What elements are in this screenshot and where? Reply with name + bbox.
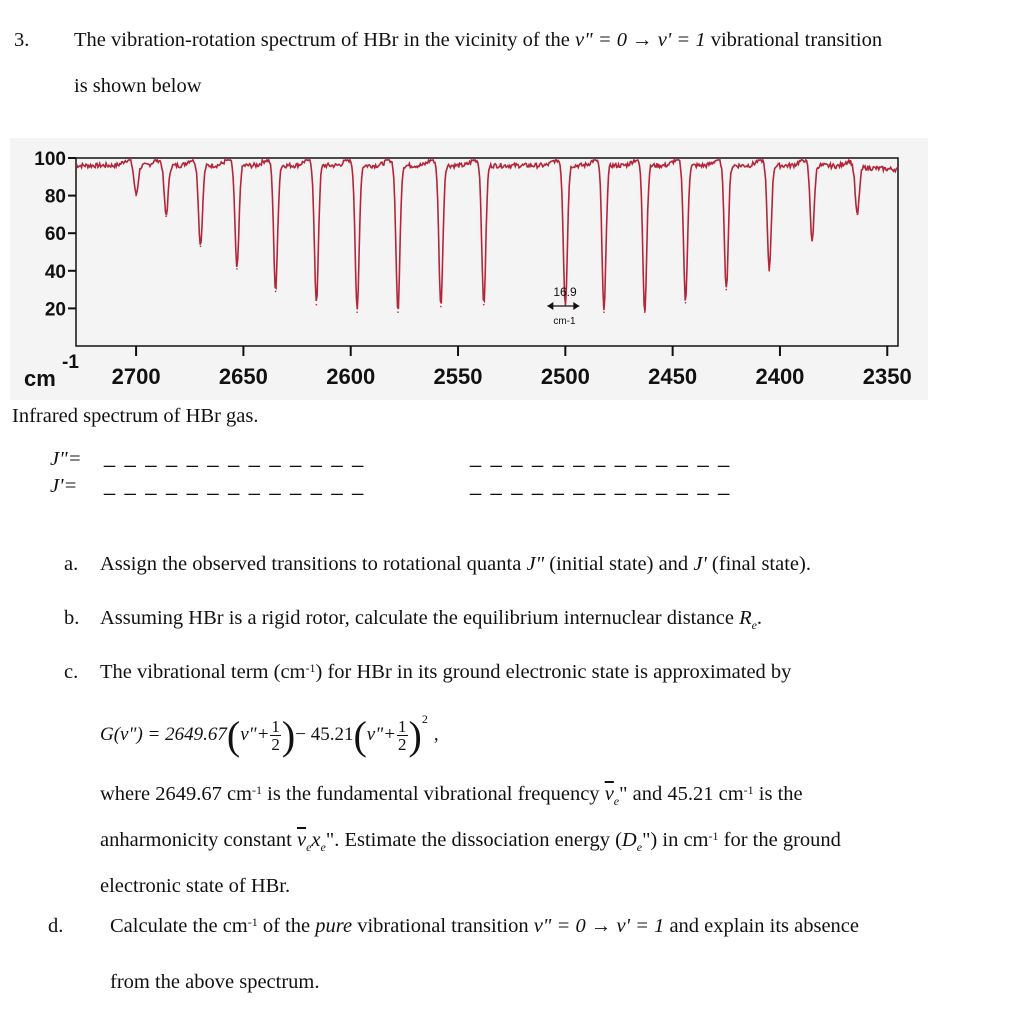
j-final-blanks-right: _ _ _ _ _ _ _ _ _ _ _ _ _	[470, 474, 732, 496]
peak-4	[275, 291, 277, 293]
equation-fraction-1	[270, 718, 281, 753]
part-a-j-final: J'	[693, 553, 707, 575]
part-d-line1-a: Calculate the cm	[110, 915, 248, 937]
part-c-line3-d: is the	[758, 783, 803, 805]
equation-paren-open-2: (	[353, 712, 367, 758]
equation-var-2: v"+	[366, 724, 397, 745]
y-tick-label-60: 60	[44, 224, 66, 246]
equation-end: ,	[433, 724, 439, 745]
part-c-line-5: electronic state of HBr.	[100, 875, 291, 897]
part-b-text	[100, 606, 762, 637]
part-a-text	[100, 552, 811, 576]
part-c-line3-b: is the fundamental vibrational frequency	[267, 783, 600, 805]
y-tick-label-80: 80	[44, 186, 66, 208]
part-c-line1-pre: The vibrational term (cm	[100, 661, 306, 683]
part-b-symbol-sub: e	[751, 618, 757, 633]
part-c-exp: -1	[305, 661, 316, 675]
part-c-line4-exp: -1	[708, 829, 719, 843]
spacing-unit: cm-1	[553, 316, 576, 327]
part-c-line4-c: ") in cm	[642, 829, 709, 851]
part-b-marker: b.	[64, 607, 80, 629]
peak-0	[135, 195, 137, 197]
j-final-blanks-left: _ _ _ _ _ _ _ _ _ _ _ _ _	[104, 474, 366, 496]
peak-14	[726, 289, 728, 291]
nu-symbol-2: $\overline{\nu}$	[296, 829, 307, 851]
x-tick-label-2600: 2600	[326, 364, 376, 389]
peak-3	[236, 268, 238, 270]
fraction-2-num: 1	[398, 716, 407, 736]
nu-e-symbol	[604, 783, 620, 809]
part-b-symbol-r: R	[739, 607, 752, 629]
part-d-exp: -1	[247, 915, 258, 929]
part-c-line3-c: " and 45.21 cm	[619, 783, 744, 805]
equation-paren-open: (	[226, 712, 241, 758]
part-c-marker: c.	[64, 661, 79, 683]
question-line-2: is shown below	[74, 75, 202, 97]
equation-fraction-2	[397, 718, 408, 753]
vibrational-term-equation	[100, 707, 439, 763]
peak-8	[440, 306, 442, 308]
equation-paren-close-2: )	[408, 712, 422, 758]
peak-16	[811, 240, 813, 242]
d-sub: e	[636, 840, 643, 855]
figure-caption: Infrared spectrum of HBr gas.	[12, 405, 259, 427]
x-tick-label-2550: 2550	[433, 364, 483, 389]
part-d-line-2: from the above spectrum.	[110, 971, 320, 993]
equation-mid: − 45.21	[295, 724, 354, 745]
spectrum-trace	[76, 160, 898, 312]
question-line-1	[74, 28, 882, 52]
j-final-label: J'=	[50, 475, 78, 497]
x-tick-label-2650: 2650	[218, 364, 268, 389]
de-symbol	[621, 829, 643, 855]
equation-lhs: G(v") = 2649.67	[100, 724, 227, 745]
part-d-line1-d: and explain its absence	[669, 915, 859, 937]
x-tick-label-2700: 2700	[111, 364, 161, 389]
peak-7	[397, 311, 399, 313]
peak-2	[200, 246, 202, 248]
part-b-text-main: Assuming HBr is a rigid rotor, calculate the equilibrium internuclear distance	[100, 607, 734, 629]
peak-15	[768, 270, 770, 272]
peak-12	[644, 311, 646, 313]
j-initial-blanks-left: _ _ _ _ _ _ _ _ _ _ _ _ _	[104, 446, 366, 468]
peak-5	[316, 304, 318, 306]
part-d-line1-b: of the	[262, 915, 311, 937]
part-a-text-pre: Assign the observed transitions to rotational quanta	[100, 553, 522, 575]
x-axis-unit-exponent: -1	[62, 352, 79, 373]
x-axis-unit: cm	[24, 366, 56, 391]
part-c-line-1	[100, 660, 791, 684]
part-c-line4-a: anharmonicity constant	[100, 829, 292, 851]
part-d-transition: v" = 0 → v' = 1	[533, 915, 665, 937]
part-c-line3-exp-1: -1	[252, 783, 262, 797]
nu-sub: e	[613, 794, 620, 809]
nu-sub-2: e	[306, 840, 312, 855]
part-a-text-mid: (initial state) and	[549, 553, 689, 575]
part-c-line3-a: where 2649.67 cm	[100, 783, 252, 805]
fraction-2-den: 2	[398, 734, 407, 754]
part-c-line3-exp-2: -1	[743, 783, 754, 797]
nu-e-xe-symbol	[296, 829, 326, 855]
part-d-pure: pure	[315, 915, 353, 937]
peak-10	[565, 304, 567, 306]
question-number: 3.	[14, 29, 30, 51]
nu-symbol: $\overline{\nu}$	[604, 783, 614, 805]
spacing-label: 16.9	[553, 285, 577, 299]
spectrum-chart	[10, 138, 928, 400]
peak-6	[356, 311, 358, 313]
part-c-line-3	[100, 782, 803, 813]
part-a-marker: a.	[64, 553, 79, 575]
equation-square: 2	[421, 711, 428, 726]
question-text-prefix: The vibration-rotation spectrum of HBr in the vicinity of the	[74, 29, 570, 51]
part-b-symbol	[739, 607, 757, 633]
peak-13	[685, 302, 687, 304]
part-c-line-4	[100, 828, 841, 859]
part-a-text-post: (final state).	[711, 553, 811, 575]
peak-11	[603, 311, 605, 313]
y-tick-label-40: 40	[44, 261, 66, 283]
part-c-line4-b: ". Estimate the dissociation energy (	[325, 829, 622, 851]
x-sub: e	[320, 840, 326, 855]
d-symbol: D	[621, 829, 637, 851]
part-b-end: .	[756, 607, 763, 629]
x-tick-label-2500: 2500	[540, 364, 590, 389]
equation-paren-close: )	[281, 712, 296, 758]
x-tick-label-2350: 2350	[862, 364, 912, 389]
peak-9	[483, 304, 485, 306]
x-tick-label-2400: 2400	[755, 364, 805, 389]
part-d-line-1	[110, 914, 859, 938]
part-d-line1-c: vibrational transition	[357, 915, 529, 937]
part-c-line1-post: ) for HBr in its ground electronic state is approximated by	[315, 661, 792, 683]
peak-1	[165, 215, 167, 217]
fraction-1-num: 1	[271, 716, 280, 736]
x-symbol: x	[311, 829, 321, 851]
j-initial-blanks-right: _ _ _ _ _ _ _ _ _ _ _ _ _	[470, 446, 732, 468]
equation-var-1: v"+	[240, 724, 270, 745]
part-a-j-initial: J"	[526, 553, 545, 575]
question-text-suffix: vibrational transition	[710, 29, 883, 51]
question-transition: v" = 0 → v' = 1	[575, 29, 706, 51]
spectrum-figure	[10, 138, 928, 400]
part-c-line4-e: for the ground	[723, 829, 841, 851]
y-tick-label-100: 100	[34, 149, 66, 170]
part-d-marker: d.	[48, 915, 64, 937]
fraction-1-den: 2	[271, 734, 280, 754]
y-tick-label-20: 20	[44, 299, 66, 321]
x-tick-label-2450: 2450	[648, 364, 698, 389]
j-initial-label: J"=	[50, 448, 82, 470]
peak-17	[856, 214, 858, 216]
